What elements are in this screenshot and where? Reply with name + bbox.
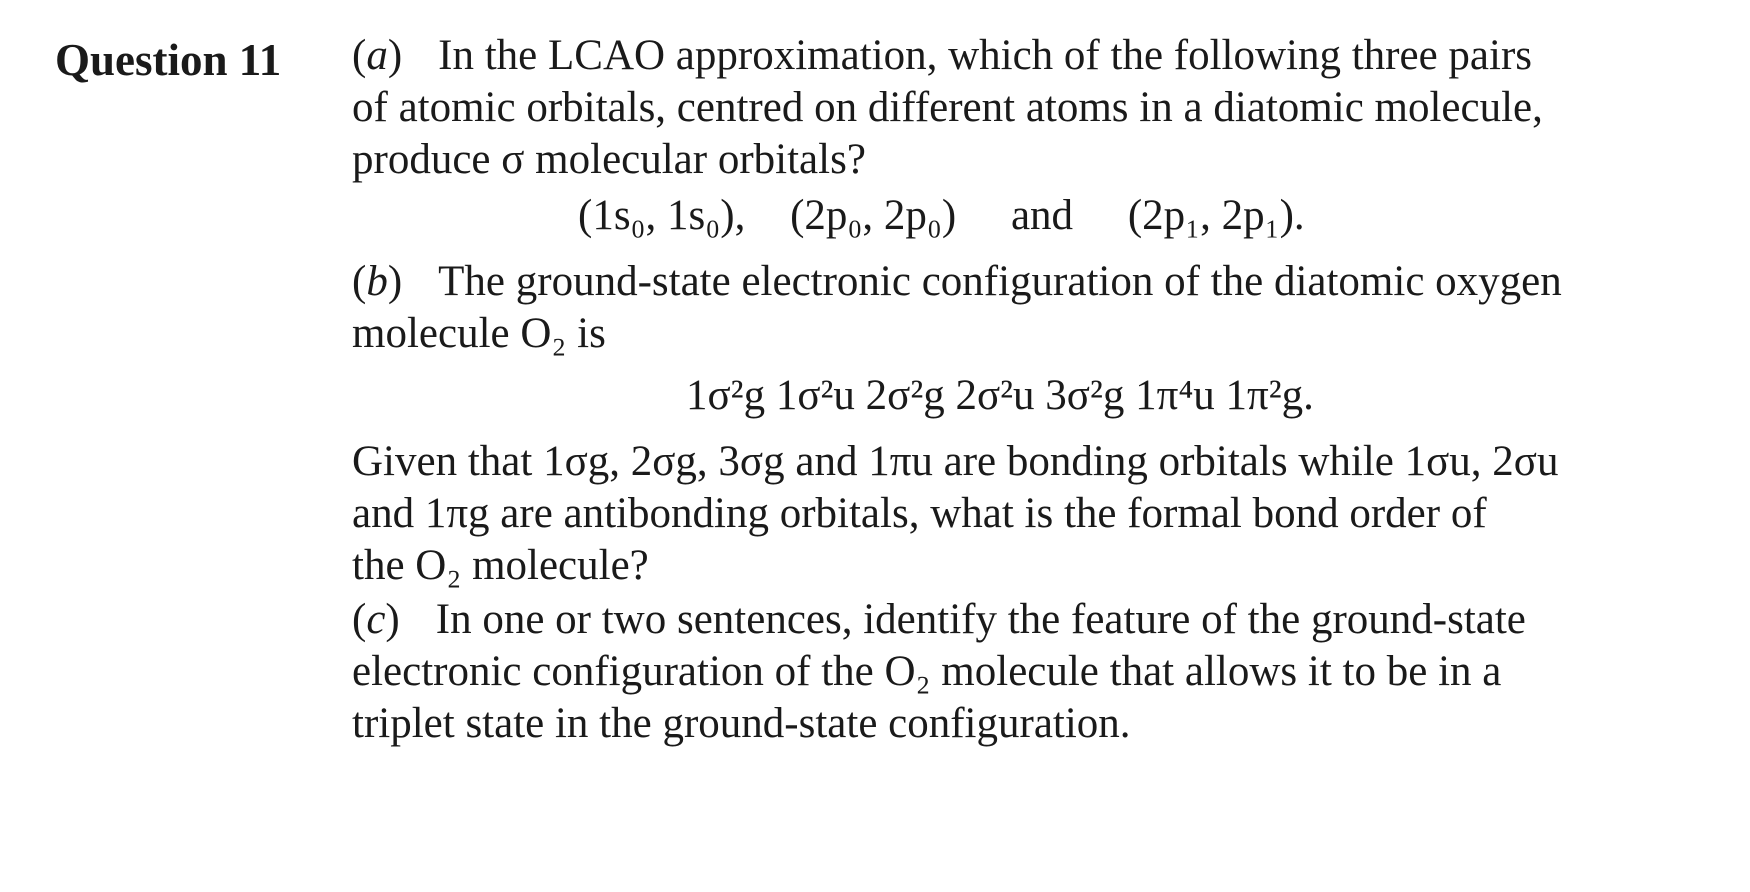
part-a-display-equation xyxy=(578,190,1305,242)
part-a-label: (a) xyxy=(352,32,403,79)
part-a-line-3: produce σ molecular orbitals? xyxy=(352,136,866,183)
and-word: and xyxy=(1010,192,1074,239)
part-b-line-2: molecule O₂ is xyxy=(352,310,606,357)
part-b-line-5: the O₂ molecule? xyxy=(352,542,649,589)
orbital-pair-3: (2p₁, 2p₁). xyxy=(1127,192,1305,239)
orbital-pair-1: (1s₀, 1s₀), xyxy=(578,192,746,239)
part-b xyxy=(352,256,1712,360)
part-c-label: (c) xyxy=(352,596,400,643)
part-c xyxy=(352,594,1712,750)
o2-configuration: 1σ²g 1σ²u 2σ²g 2σ²u 3σ²g 1π⁴u 1π²g. xyxy=(686,372,1314,419)
part-b-line-4: and 1πg are antibonding orbitals, what is the formal bond order of xyxy=(352,490,1487,537)
question-label: Question 11 xyxy=(55,35,282,85)
part-c-line-1: (c) In one or two sentences, identify the feature of the ground-state xyxy=(352,596,1526,643)
part-b-label: (b) xyxy=(352,258,403,305)
part-a xyxy=(352,30,1712,186)
part-b-line-1: (b) The ground-state electronic configuration of the diatomic oxygen xyxy=(352,258,1562,305)
orbital-pair-2: (2p₀, 2p₀) xyxy=(790,192,957,239)
part-c-line-3: triplet state in the ground-state configuration. xyxy=(352,700,1131,747)
part-b-question xyxy=(352,436,1712,592)
part-b-line-3: Given that 1σg, 2σg, 3σg and 1πu are bonding orbitals while 1σu, 2σu xyxy=(352,438,1559,485)
part-c-line-2: electronic configuration of the O₂ molecule that allows it to be in a xyxy=(352,648,1502,695)
part-a-line-2: of atomic orbitals, centred on different atoms in a diatomic molecule, xyxy=(352,84,1543,131)
part-a-line-1: (a) In the LCAO approximation, which of the following three pairs xyxy=(352,32,1533,79)
